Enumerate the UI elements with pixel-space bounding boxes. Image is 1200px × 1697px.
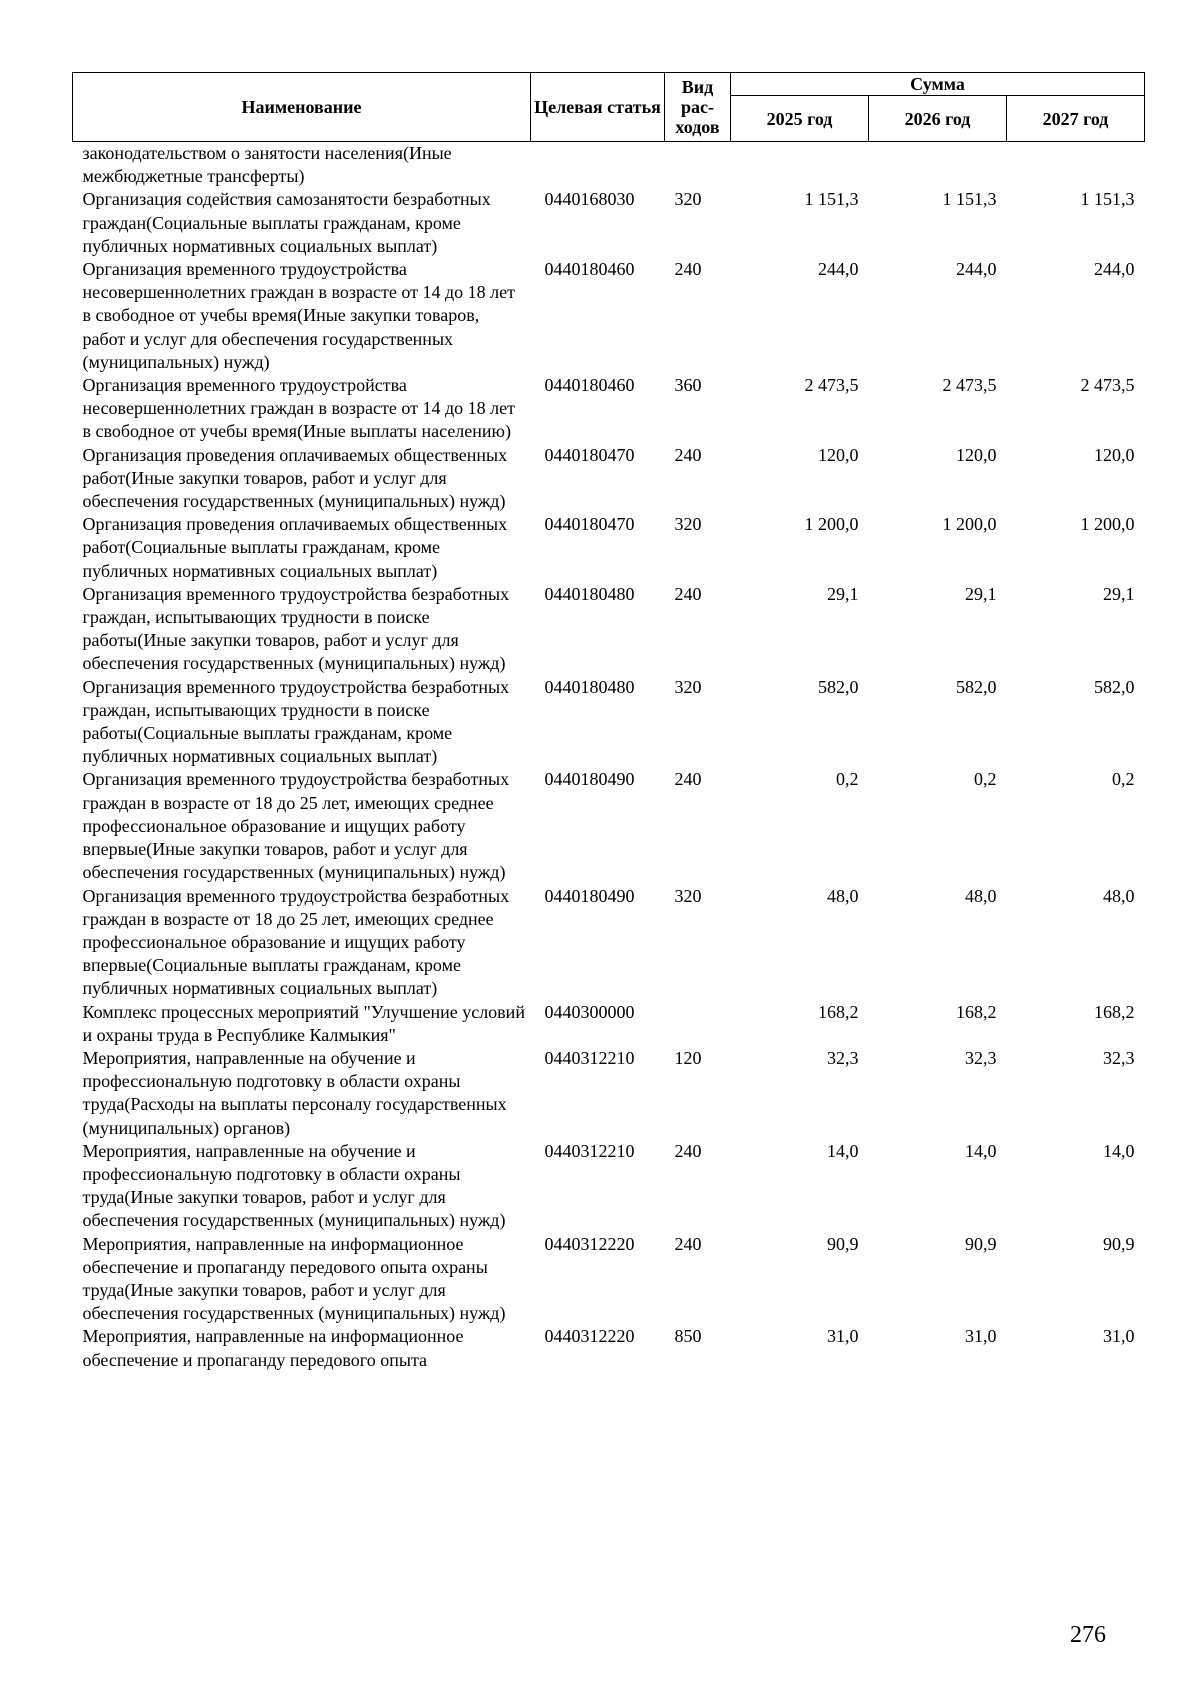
row-expense-kind: 360 bbox=[674, 375, 702, 396]
row-amount-2025: 120,0 bbox=[818, 444, 859, 465]
budget-table bbox=[72, 72, 1145, 1372]
row-amount-2025: 244,0 bbox=[818, 259, 859, 280]
row-target-article: 0440312220 bbox=[544, 1233, 635, 1254]
row-target-article: 0440180480 bbox=[544, 583, 635, 604]
row-amount-2025 bbox=[731, 142, 869, 189]
row-expense-kind: 320 bbox=[674, 189, 702, 210]
row-amount-2027: 244,0 bbox=[1094, 259, 1135, 280]
row-amount-2025: 2 473,5 bbox=[804, 375, 859, 396]
table-row bbox=[73, 258, 1145, 374]
row-amount-2026: 1 151,3 bbox=[942, 189, 997, 210]
row-amount-2025: 48,0 bbox=[827, 885, 859, 906]
row-amount-2025: 14,0 bbox=[827, 1140, 859, 1161]
row-name: Организация временного трудоустройства безработных граждан, испытывающих трудности в поиске работы(Иные закупки товаров, работ и услуг для обеспечения государственных (муниципальных) нужд) bbox=[82, 583, 510, 674]
row-name: Организация временного трудоустройства безработных граждан в возрасте от 18 до 25 лет, имеющих среднее профессиональное образование и ищущих работу впервые(Иные закупки товаров, работ и услуг для обеспечения государственных (муниципальных) нужд) bbox=[82, 769, 510, 883]
row-target-article: 0440180480 bbox=[544, 676, 635, 697]
row-expense-kind: 320 bbox=[674, 676, 702, 697]
row-name: Мероприятия, направленные на информационное обеспечение и пропаганду передового опыта bbox=[82, 1326, 464, 1370]
table-row bbox=[73, 583, 1145, 676]
row-amount-2027: 1 200,0 bbox=[1080, 514, 1135, 535]
row-amount-2027: 168,2 bbox=[1094, 1001, 1135, 1022]
table-row bbox=[73, 142, 1145, 189]
table-row bbox=[73, 374, 1145, 444]
header-year-2026: 2026 год bbox=[869, 96, 1007, 142]
row-name: Организация проведения оплачиваемых общественных работ(Иные закупки товаров, работ и услуг для обеспечения государственных (муниципальных) нужд) bbox=[82, 444, 508, 512]
row-expense-kind: 240 bbox=[674, 1140, 702, 1161]
row-amount-2026: 120,0 bbox=[956, 444, 997, 465]
row-name: Комплекс процессных мероприятий "Улучшение условий и охраны труда в Республике Калмыкия" bbox=[82, 1001, 525, 1045]
row-target-article: 0440312210 bbox=[544, 1047, 635, 1068]
row-expense-kind: 320 bbox=[674, 514, 702, 535]
row-target-article: 0440180460 bbox=[544, 259, 635, 280]
row-amount-2025: 31,0 bbox=[827, 1326, 859, 1347]
table-row bbox=[73, 444, 1145, 514]
row-expense-kind bbox=[665, 142, 731, 189]
header-sum: Сумма bbox=[731, 73, 1145, 96]
row-amount-2027: 14,0 bbox=[1103, 1140, 1135, 1161]
row-name: законодательством о занятости населения(Иные межбюджетные трансферты) bbox=[82, 143, 452, 187]
row-amount-2026: 32,3 bbox=[965, 1047, 997, 1068]
row-name: Организация содействия самозанятости безработных граждан(Социальные выплаты гражданам, кроме публичных нормативных социальных выплат) bbox=[82, 189, 491, 256]
row-amount-2027: 48,0 bbox=[1103, 885, 1135, 906]
row-target-article: 0440180470 bbox=[544, 444, 635, 465]
row-amount-2026: 582,0 bbox=[956, 676, 997, 697]
row-name: Организация проведения оплачиваемых общественных работ(Социальные выплаты гражданам, кроме публичных нормативных социальных выплат) bbox=[82, 514, 508, 581]
row-amount-2027: 32,3 bbox=[1103, 1047, 1135, 1068]
page-number: 276 bbox=[1070, 1622, 1106, 1648]
row-target-article: 0440180490 bbox=[544, 885, 635, 906]
row-amount-2026: 48,0 bbox=[965, 885, 997, 906]
row-amount-2026: 90,9 bbox=[965, 1233, 997, 1254]
row-target-article bbox=[531, 142, 665, 189]
row-target-article: 0440312220 bbox=[544, 1326, 635, 1347]
row-amount-2027: 90,9 bbox=[1103, 1233, 1135, 1254]
row-amount-2027: 1 151,3 bbox=[1080, 189, 1135, 210]
row-name: Мероприятия, направленные на информационное обеспечение и пропаганду передового опыта охраны труда(Иные закупки товаров, работ и услуг для обеспечения государственных (муниципальных) нужд) bbox=[82, 1233, 506, 1324]
row-expense-kind: 240 bbox=[674, 259, 702, 280]
table-row bbox=[73, 188, 1145, 258]
header-year-2025: 2025 год bbox=[731, 96, 869, 142]
table-row bbox=[73, 1001, 1145, 1047]
row-name: Организация временного трудоустройства несовершеннолетних граждан в возрасте от 14 до 18 лет в свободное от учебы время(Иные закупки товаров, работ и услуг для обеспечения государственных (муниципальных) нужд) bbox=[82, 259, 515, 372]
row-amount-2026: 31,0 bbox=[965, 1326, 997, 1347]
row-expense-kind: 240 bbox=[674, 1233, 702, 1254]
row-amount-2025: 582,0 bbox=[818, 676, 859, 697]
row-amount-2025: 0,2 bbox=[836, 769, 859, 790]
table-body bbox=[73, 142, 1145, 1372]
table-header bbox=[73, 73, 1145, 142]
row-target-article: 0440312210 bbox=[544, 1140, 635, 1161]
row-expense-kind: 320 bbox=[674, 885, 702, 906]
header-target-article: Целевая статья bbox=[531, 73, 665, 142]
row-target-article: 0440180470 bbox=[544, 514, 635, 535]
row-amount-2026: 1 200,0 bbox=[942, 514, 997, 535]
row-expense-kind: 850 bbox=[674, 1326, 702, 1347]
row-amount-2027: 29,1 bbox=[1103, 583, 1135, 604]
row-amount-2026: 29,1 bbox=[965, 583, 997, 604]
table-row bbox=[73, 1325, 1145, 1371]
row-amount-2027: 0,2 bbox=[1112, 769, 1135, 790]
header-name: Наименование bbox=[73, 73, 531, 142]
header-year-2027: 2027 год bbox=[1007, 96, 1145, 142]
row-amount-2025: 1 200,0 bbox=[804, 514, 859, 535]
row-amount-2025: 1 151,3 bbox=[804, 189, 859, 210]
row-amount-2026: 244,0 bbox=[956, 259, 997, 280]
table-row bbox=[73, 768, 1145, 884]
row-amount-2026 bbox=[869, 142, 1007, 189]
row-amount-2027: 120,0 bbox=[1094, 444, 1135, 465]
row-name: Организация временного трудоустройства несовершеннолетних граждан в возрасте от 14 до 18 лет в свободное от учебы время(Иные выплаты населению) bbox=[82, 375, 515, 442]
row-target-article: 0440180460 bbox=[544, 375, 635, 396]
row-amount-2027: 31,0 bbox=[1103, 1326, 1135, 1347]
row-name: Мероприятия, направленные на обучение и профессиональную подготовку в области охраны труда(Иные закупки товаров, работ и услуг для обеспечения государственных (муниципальных) нужд) bbox=[82, 1140, 506, 1231]
budget-page bbox=[72, 72, 1144, 1372]
row-amount-2026: 0,2 bbox=[974, 769, 997, 790]
row-amount-2025: 29,1 bbox=[827, 583, 859, 604]
table-row bbox=[73, 1140, 1145, 1233]
row-expense-kind: 240 bbox=[674, 769, 702, 790]
table-row bbox=[73, 885, 1145, 1001]
row-amount-2026: 168,2 bbox=[956, 1001, 997, 1022]
row-name: Организация временного трудоустройства безработных граждан в возрасте от 18 до 25 лет, имеющих среднее профессиональное образование и ищущих работу впервые(Социальные выплаты гражданам, кроме публичных нормативных социальных выплат) bbox=[82, 885, 510, 999]
row-amount-2027 bbox=[1007, 142, 1145, 189]
table-row bbox=[73, 1047, 1145, 1140]
row-target-article: 0440180490 bbox=[544, 769, 635, 790]
row-target-article: 0440168030 bbox=[544, 189, 635, 210]
row-expense-kind bbox=[665, 1001, 731, 1047]
row-name: Организация временного трудоустройства безработных граждан, испытывающих трудности в поиске работы(Социальные выплаты гражданам, кроме публичных нормативных социальных выплат) bbox=[82, 676, 510, 767]
row-amount-2025: 32,3 bbox=[827, 1047, 859, 1068]
row-amount-2025: 168,2 bbox=[818, 1001, 859, 1022]
row-amount-2026: 14,0 bbox=[965, 1140, 997, 1161]
table-row bbox=[73, 1233, 1145, 1326]
row-name: Мероприятия, направленные на обучение и профессиональную подготовку в области охраны труда(Расходы на выплаты персоналу государственных (муниципальных) органов) bbox=[82, 1047, 507, 1138]
row-expense-kind: 240 bbox=[674, 444, 702, 465]
row-amount-2027: 2 473,5 bbox=[1080, 375, 1135, 396]
row-expense-kind: 240 bbox=[674, 583, 702, 604]
table-row bbox=[73, 676, 1145, 769]
row-expense-kind: 120 bbox=[674, 1047, 702, 1068]
header-expense-kind: Вид рас-ходов bbox=[665, 73, 731, 142]
row-amount-2025: 90,9 bbox=[827, 1233, 859, 1254]
table-row bbox=[73, 513, 1145, 583]
row-target-article: 0440300000 bbox=[544, 1001, 635, 1022]
row-amount-2026: 2 473,5 bbox=[942, 375, 997, 396]
row-amount-2027: 582,0 bbox=[1094, 676, 1135, 697]
